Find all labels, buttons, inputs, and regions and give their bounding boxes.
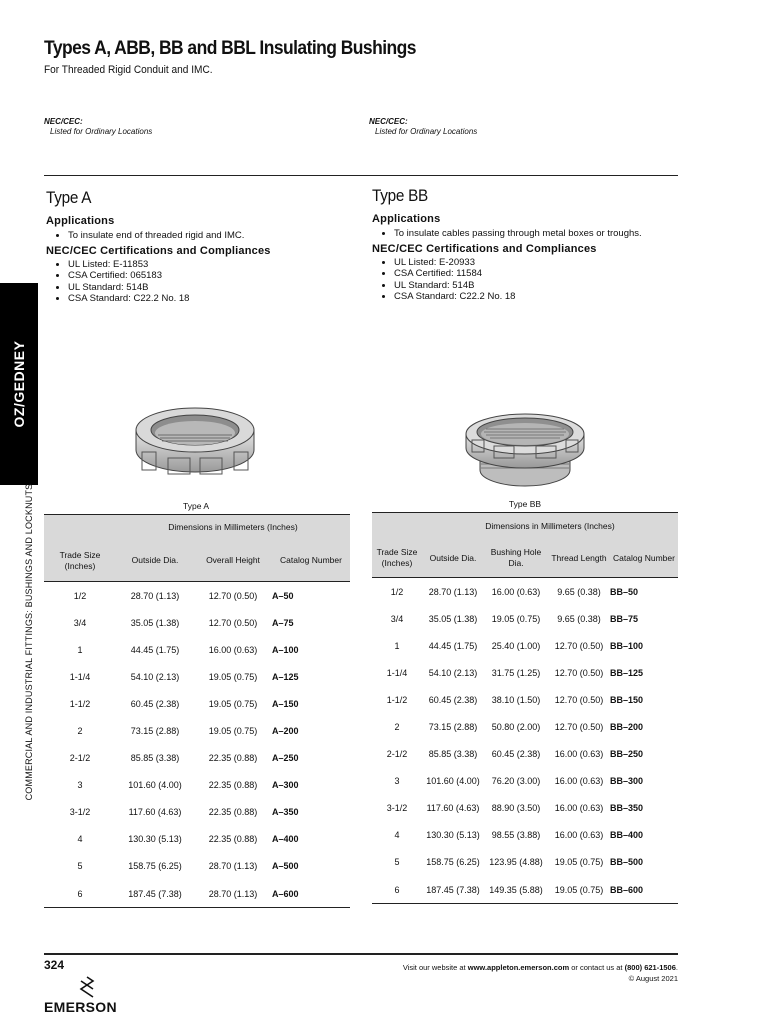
- catalog-number-cell: A–50: [272, 590, 294, 601]
- column-header: Overall Height: [194, 540, 272, 582]
- table-cell: 1: [77, 644, 83, 655]
- emerson-logo-icon: [78, 976, 96, 998]
- catalog-number-cell: BB–125: [610, 667, 644, 678]
- table-row: [372, 686, 678, 713]
- table-cell: 28.70 (1.13): [208, 861, 258, 872]
- table-cell: 98.55 (3.88): [491, 830, 541, 841]
- table-row: [372, 632, 678, 659]
- catalog-number-cell: BB–200: [610, 722, 644, 733]
- copyright: © August 2021: [628, 974, 678, 983]
- table-row: [372, 659, 678, 686]
- type-a-cert-heading: NEC/CEC Certifications and Compliances: [46, 244, 271, 257]
- table-cell: 3: [394, 776, 400, 787]
- table-cell: 4: [77, 834, 83, 845]
- catalog-number-cell: A–600: [272, 880, 350, 908]
- table-cell: 12.70 (0.50): [554, 722, 604, 733]
- table-row: [372, 768, 678, 795]
- contact-mid: or contact us at: [569, 963, 625, 972]
- table-row: [44, 799, 350, 826]
- table-cell: 19.05 (0.75): [208, 671, 258, 682]
- section-label: COMMERCIAL AND INDUSTRIAL FITTINGS: BUSHINGS AND LOCKNUTS: [24, 483, 34, 801]
- table-cell: 22.35 (0.88): [208, 780, 258, 791]
- type-bb-dimensions-table: [372, 512, 678, 904]
- type-a-cert-list: [46, 259, 346, 305]
- type-a-title: Type A: [46, 188, 92, 207]
- table-cell: 9.65 (0.38): [557, 586, 601, 597]
- table-row: [44, 609, 350, 636]
- column-header: Catalog Number: [610, 539, 678, 578]
- table-cell: 19.05 (0.75): [548, 876, 610, 904]
- catalog-number-cell: BB–50: [610, 586, 639, 597]
- catalog-number-cell: A–250: [272, 753, 299, 764]
- column-header: Thread Length: [548, 539, 610, 578]
- column-header: Trade Size (Inches): [44, 540, 116, 582]
- type-a-bushing-image: [130, 398, 260, 483]
- oz-gedney-logo: OZ/GEDNEY: [11, 340, 27, 428]
- page-subtitle: For Threaded Rigid Conduit and IMC.: [44, 64, 213, 76]
- table-group-header: Dimensions in Millimeters (Inches): [116, 515, 350, 541]
- table-cell: 12.70 (0.50): [554, 694, 604, 705]
- table-cell: 19.05 (0.75): [491, 613, 541, 624]
- table-row: [372, 741, 678, 768]
- type-bb-section: [372, 186, 682, 303]
- list-item: • UL Listed: E-20933: [394, 257, 682, 269]
- column-header: Trade Size (Inches): [372, 539, 422, 578]
- table-row: [44, 690, 350, 717]
- table-cell: 4: [394, 830, 400, 841]
- list-item: • CSA Certified: 11584: [394, 268, 682, 280]
- list-item: • To insulate cables passing through metal boxes or troughs.: [394, 228, 682, 240]
- list-item: • To insulate end of threaded rigid and IMC.: [68, 230, 346, 242]
- list-item: • UL Standard: 514B: [68, 282, 346, 294]
- catalog-number-cell: BB–300: [610, 776, 644, 787]
- catalog-number-cell: BB–250: [610, 749, 644, 760]
- column-header: Outside Dia.: [116, 540, 194, 582]
- table-cell: 28.70 (1.13): [194, 880, 272, 908]
- list-item: • CSA Certified: 065183: [68, 270, 346, 282]
- visit-prefix: Visit our website at: [402, 963, 468, 972]
- nec-right: [369, 117, 477, 137]
- catalog-number-cell: A–500: [272, 861, 299, 872]
- column-header: Catalog Number: [272, 540, 350, 582]
- table-cell: 19.05 (0.75): [208, 726, 258, 737]
- phone-number: (800) 621-1506: [624, 963, 676, 972]
- emerson-brand: EMERSON: [44, 999, 117, 1015]
- table-cell: 130.30 (5.13): [128, 834, 182, 845]
- type-bb-bushing-image: [462, 404, 588, 494]
- table-cell: 149.35 (5.88): [484, 876, 548, 904]
- header-divider: [44, 175, 678, 176]
- table-cell: 6: [44, 880, 116, 908]
- catalog-number-cell: BB–350: [610, 803, 644, 814]
- catalog-number-cell: BB–150: [610, 694, 644, 705]
- table-cell: 35.05 (1.38): [130, 617, 180, 628]
- table-cell: 1-1/4: [69, 671, 91, 682]
- nec-left-label: NEC/CEC:: [44, 117, 83, 126]
- table-cell: 101.60 (4.00): [128, 780, 182, 791]
- type-a-applications-list: [46, 230, 346, 242]
- table-cell: 28.70 (1.13): [130, 590, 180, 601]
- table-cell: 54.10 (2.13): [130, 671, 180, 682]
- table-cell: 3-1/2: [386, 803, 408, 814]
- table-cell: 28.70 (1.13): [428, 586, 478, 597]
- table-cell: 12.70 (0.50): [554, 640, 604, 651]
- table-cell: 2-1/2: [386, 749, 408, 760]
- table-cell: 3/4: [390, 613, 404, 624]
- table-row: [44, 663, 350, 690]
- page-number: 324: [44, 958, 65, 972]
- catalog-number-cell: A–350: [272, 807, 299, 818]
- table-cell: 73.15 (2.88): [428, 722, 478, 733]
- catalog-number-cell: A–400: [272, 834, 299, 845]
- table-cell: 117.60 (4.63): [426, 803, 480, 814]
- catalog-number-cell: A–125: [272, 671, 299, 682]
- table-row: [44, 880, 350, 908]
- table-cell: 44.45 (1.75): [428, 640, 478, 651]
- table-cell: 3-1/2: [69, 807, 91, 818]
- list-item: • CSA Standard: C22.2 No. 18: [68, 293, 346, 305]
- table-cell: 117.60 (4.63): [128, 807, 182, 818]
- table-cell: 60.45 (2.38): [428, 694, 478, 705]
- table-cell: 158.75 (6.25): [128, 861, 182, 872]
- list-item: • UL Listed: E-11853: [68, 259, 346, 271]
- table-cell: 50.80 (2.00): [491, 722, 541, 733]
- catalog-number-cell: BB–75: [610, 613, 639, 624]
- table-row: [372, 849, 678, 876]
- table-cell: 31.75 (1.25): [491, 667, 541, 678]
- table-row: [44, 853, 350, 880]
- type-bb-cert-heading: NEC/CEC Certifications and Compliances: [372, 242, 597, 255]
- table-cell: 16.00 (0.63): [554, 830, 604, 841]
- table-cell: 12.70 (0.50): [554, 667, 604, 678]
- catalog-number-cell: BB–500: [610, 857, 644, 868]
- column-header: Outside Dia.: [422, 539, 484, 578]
- column-header: Bushing Hole Dia.: [484, 539, 548, 578]
- table-cell: 130.30 (5.13): [426, 830, 480, 841]
- catalog-number-cell: A–300: [272, 780, 299, 791]
- table-cell: 38.10 (1.50): [491, 694, 541, 705]
- type-bb-title: Type BB: [372, 186, 428, 205]
- table-cell: 3: [77, 780, 83, 791]
- table-cell: 16.00 (0.63): [491, 586, 541, 597]
- type-a-applications-heading: Applications: [46, 215, 115, 227]
- table-row: [44, 582, 350, 610]
- table-cell: 2: [394, 722, 400, 733]
- type-bb-cert-list: [372, 257, 682, 303]
- table-row: [372, 578, 678, 606]
- table-row: [372, 822, 678, 849]
- table-cell: 22.35 (0.88): [208, 807, 258, 818]
- table-cell: 22.35 (0.88): [208, 753, 258, 764]
- table-row: [44, 717, 350, 744]
- catalog-number-cell: A–100: [272, 644, 299, 655]
- nec-right-label: NEC/CEC:: [369, 117, 408, 126]
- table-cell: 16.00 (0.63): [554, 749, 604, 760]
- type-bb-applications-list: [372, 228, 682, 240]
- nec-left: [44, 117, 152, 137]
- table-cell: 1-1/4: [386, 667, 408, 678]
- table-row: [372, 795, 678, 822]
- website-link[interactable]: www.appleton.emerson.com: [467, 963, 570, 972]
- catalog-number-cell: A–75: [272, 617, 294, 628]
- table-cell: 35.05 (1.38): [428, 613, 478, 624]
- table-row: [372, 713, 678, 740]
- table-cell: 76.20 (3.00): [491, 776, 541, 787]
- table-cell: 1/2: [73, 590, 87, 601]
- table-cell: 2-1/2: [69, 753, 91, 764]
- table-cell: 19.05 (0.75): [208, 698, 258, 709]
- table-row: [44, 772, 350, 799]
- table-cell: 88.90 (3.50): [491, 803, 541, 814]
- table-cell: 85.85 (3.38): [130, 753, 180, 764]
- catalog-number-cell: BB–100: [610, 640, 644, 651]
- type-a-section: [46, 188, 346, 305]
- catalog-number-cell: A–200: [272, 726, 299, 737]
- table-cell: 5: [77, 861, 83, 872]
- table-cell: 54.10 (2.13): [428, 667, 478, 678]
- table-cell: 187.45 (7.38): [116, 880, 194, 908]
- table-cell: 1-1/2: [386, 694, 408, 705]
- table-cell: 12.70 (0.50): [208, 617, 258, 628]
- table-cell: 187.45 (7.38): [422, 876, 484, 904]
- table-cell: 85.85 (3.38): [428, 749, 478, 760]
- catalog-number-cell: A–150: [272, 698, 299, 709]
- table-cell: 123.95 (4.88): [489, 857, 543, 868]
- nec-left-value: Listed for Ordinary Locations: [50, 127, 153, 136]
- table-cell: 1/2: [390, 586, 404, 597]
- table-cell: 101.60 (4.00): [426, 776, 480, 787]
- nec-right-value: Listed for Ordinary Locations: [375, 127, 478, 136]
- type-bb-applications-heading: Applications: [372, 213, 441, 225]
- table-cell: 9.65 (0.38): [557, 613, 601, 624]
- table-cell: 60.45 (2.38): [491, 749, 541, 760]
- table-cell: 5: [394, 857, 400, 868]
- table-cell: 16.00 (0.63): [554, 776, 604, 787]
- footer-divider: [44, 953, 678, 955]
- table-cell: 73.15 (2.88): [130, 726, 180, 737]
- list-item: • CSA Standard: C22.2 No. 18: [394, 291, 682, 303]
- table-row: [44, 636, 350, 663]
- table-cell: 60.45 (2.38): [130, 698, 180, 709]
- table-row: [372, 605, 678, 632]
- table-cell: 16.00 (0.63): [208, 644, 258, 655]
- table-cell: 2: [77, 726, 83, 737]
- catalog-number-cell: BB–400: [610, 830, 644, 841]
- table-cell: 1-1/2: [69, 698, 91, 709]
- catalog-number-cell: BB–600: [610, 876, 678, 904]
- table-cell: 19.05 (0.75): [554, 857, 604, 868]
- table-cell: 22.35 (0.88): [208, 834, 258, 845]
- table-row: [372, 876, 678, 904]
- type-a-dimensions-table: [44, 514, 350, 908]
- type-bb-caption: Type BB: [508, 499, 542, 509]
- footer-contact: Visit our website at www.appleton.emerson.com or contact us at (800) 621-1506. © August 2021: [402, 963, 678, 983]
- table-group-header: Dimensions in Millimeters (Inches): [422, 513, 678, 540]
- table-cell: 3/4: [73, 617, 87, 628]
- table-cell: 12.70 (0.50): [208, 590, 258, 601]
- table-cell: 1: [394, 640, 400, 651]
- table-cell: 158.75 (6.25): [426, 857, 480, 868]
- type-a-caption: Type A: [183, 501, 209, 511]
- table-cell: 6: [372, 876, 422, 904]
- table-row: [44, 826, 350, 853]
- table-cell: 25.40 (1.00): [491, 640, 541, 651]
- table-cell: 16.00 (0.63): [554, 803, 604, 814]
- page-title: Types A, ABB, BB and BBL Insulating Bushings: [44, 38, 416, 59]
- list-item: • UL Standard: 514B: [394, 280, 682, 292]
- table-row: [44, 745, 350, 772]
- table-cell: 44.45 (1.75): [130, 644, 180, 655]
